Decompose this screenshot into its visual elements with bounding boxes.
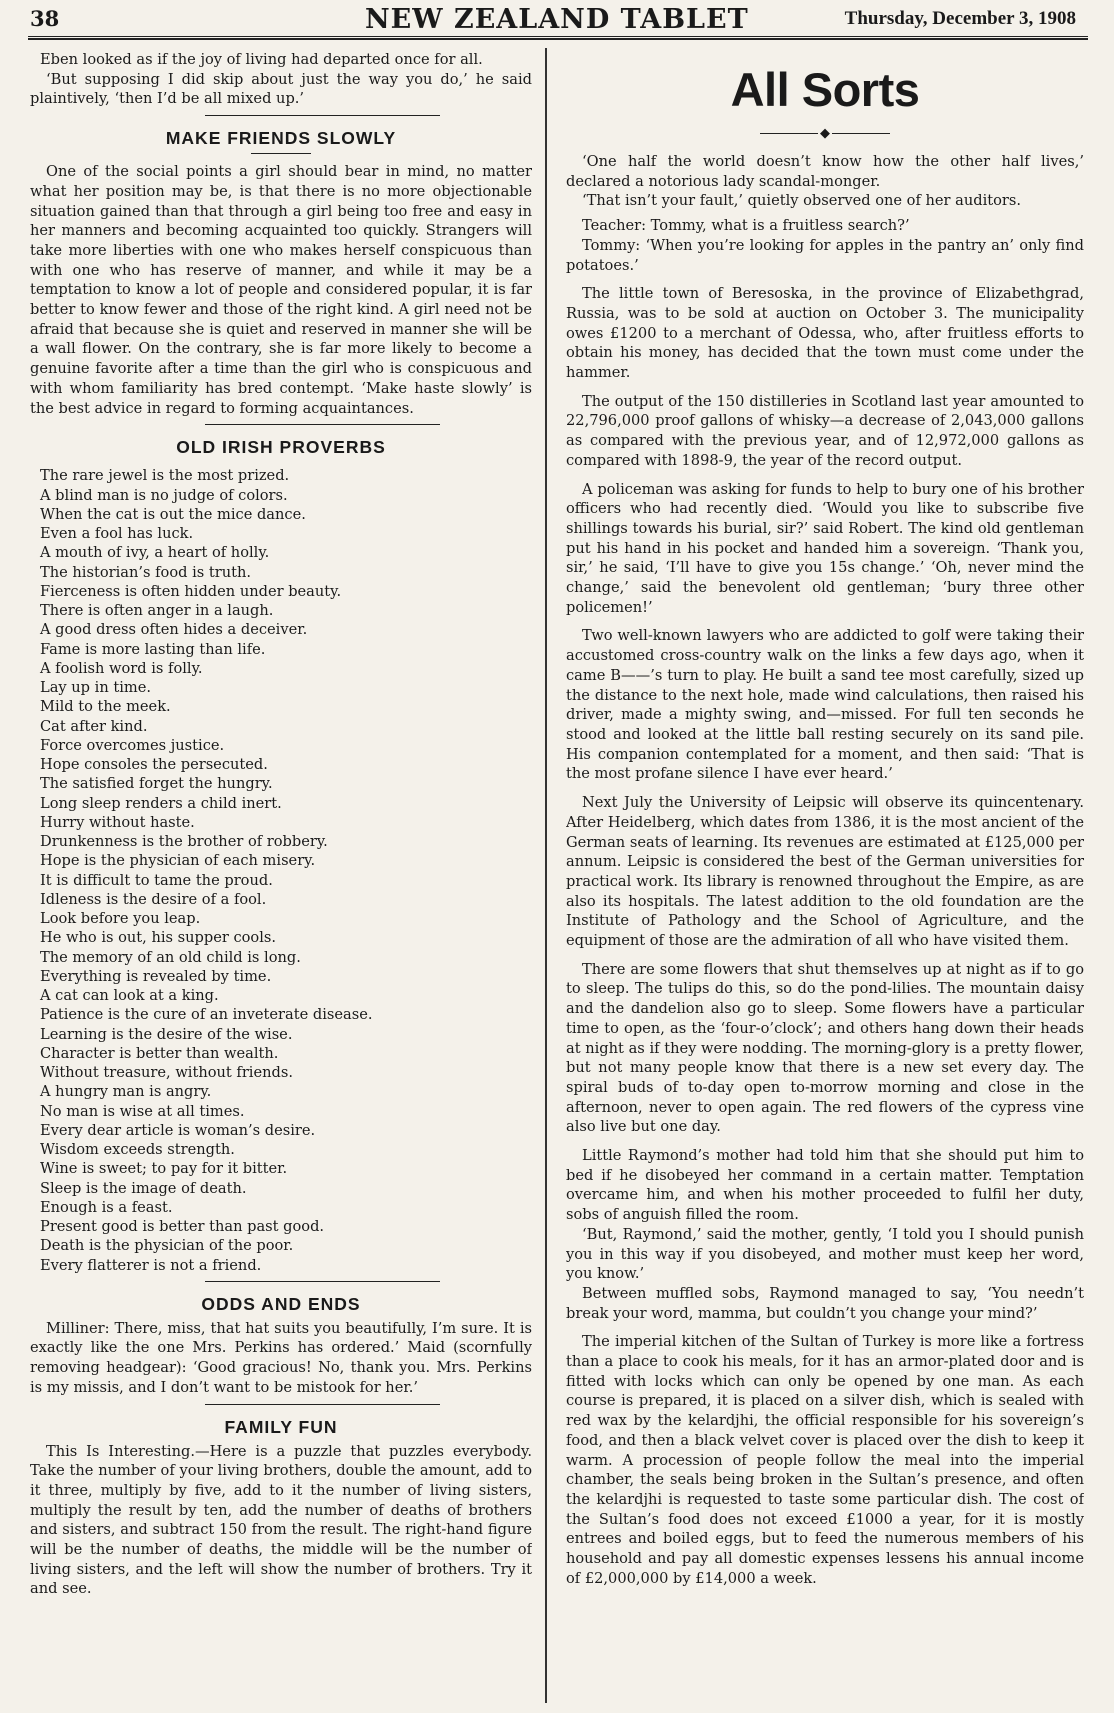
all-sorts-heading: All Sorts xyxy=(730,63,920,116)
family-fun-heading: FAMILY FUN xyxy=(224,1416,338,1437)
odds-ends-body: Milliner: There, miss, that hat suits you beautifully, I’m sure. It is exactly like the one Mrs. Perkins has ordered.’ Maid (scornfully removing headgear): ‘Good gracious! No, thank you. Mrs. Perkins is my missis, and I don’t want to be mistook for her.’ xyxy=(30,1319,532,1396)
all-sorts-paragraph: ‘That isn’t your fault,’ quietly observed one of her auditors. xyxy=(582,192,1022,210)
all-sorts-paragraph: The output of the 150 distilleries in Scotland last year amounted to 22,796,000 proof gallons of whisky—a decrease of 2,043,000 gallons as compared with the previous year, and of 12,972,000 gallons as compared with 1898-9, the year of the record output. xyxy=(566,392,1084,469)
proverb-item: A foolish word is folly. xyxy=(40,659,203,677)
intro-paragraph-2: ‘But supposing I did skip about just the way you do,’ he said plaintively, ‘then I’d be all mixed up.’ xyxy=(30,70,532,108)
ornament-rule xyxy=(566,123,1084,142)
all-sorts-paragraph: Between muffled sobs, Raymond managed to say, ‘You needn’t break your word, mamma, but couldn’t you change your mind?’ xyxy=(566,1284,1084,1322)
proverb-item: A mouth of ivy, a heart of holly. xyxy=(40,544,270,562)
proverb-item: Death is the physician of the poor. xyxy=(40,1237,294,1255)
proverb-item: The satisfied forget the hungry. xyxy=(40,775,273,793)
odds-ends-heading: ODDS AND ENDS xyxy=(201,1293,361,1314)
proverb-item: Hope consoles the persecuted. xyxy=(40,756,268,773)
proverb-item: There is often anger in a laugh. xyxy=(40,602,274,619)
proverb-item: Lay up in time. xyxy=(40,679,152,696)
proverb-item: Wine is sweet; to pay for it bitter. xyxy=(40,1160,288,1178)
proverb-item: A cat can look at a king. xyxy=(40,987,219,1004)
proverb-item: Fierceness is often hidden under beauty. xyxy=(40,582,342,600)
proverb-item: Hurry without haste. xyxy=(40,813,195,831)
proverb-item: Mild to the meek. xyxy=(40,698,171,716)
all-sorts-paragraph: Next July the University of Leipsic will observe its quincentenary. After Heidelberg, which dates from 1386, it is the most ancient of the German seats of learning. Its revenues are estimated at £125,000 per annum. Leipsic is considered the best of the German universities for practical work. Its library is renowned throughout the Empire, as are also its hospitals. The latest addition to the old foundation are the Institute of Pathology and the School of Agriculture, and the equipment of those are the admiration of all who have visited them. xyxy=(566,794,1084,950)
proverb-item: Even a fool has luck. xyxy=(40,525,194,542)
proverb-item: The memory of an old child is long. xyxy=(40,948,301,966)
proverb-item: Without treasure, without friends. xyxy=(40,1064,293,1081)
make-friends-heading: MAKE FRIENDS SLOWLY xyxy=(165,128,397,149)
proverb-item: Cat after kind. xyxy=(40,717,148,735)
section-rule xyxy=(205,1404,440,1405)
make-friends-body: One of the social points a girl should bear in mind, no matter what her position may be, is that there is no more objectionable situation gained than that through a girl being too free and easy in her manners and becoming acquainted too quickly. Strangers will take more liberties with one who makes herself conspicuous than with one who has reserve of manner, and while it may be a temptation to know a lot of people and considered popular, it is far better to know fewer and those of the right kind. A girl need not be afraid that because she is quiet and reserved in manner she will be a wall flower. On the contrary, she is far more likely to become a genuine favorite after a time than the girl who is conspicuous and with whom familiarity has bred contempt. ‘Make haste slowly’ is the best advice in regard to forming acquaintances. xyxy=(30,163,532,417)
proverb-item: Force overcomes justice. xyxy=(40,736,225,754)
all-sorts-paragraph: Little Raymond’s mother had told him that she should put him to bed if he disobeyed her command in a certain matter. Temptation overcame him, and when his mother proceeded to fulfil her duty, sobs of anguish filled the room. xyxy=(566,1147,1084,1224)
all-sorts-paragraphs xyxy=(566,152,1084,1589)
all-sorts-paragraph: There are some flowers that shut themselves up at night as if to go to sleep. The tulips do this, so do the pond-lilies. The mountain daisy and the dandelion also go to sleep. Some flowers have a particular time to open, as the ‘four-o’clock’; and others hang down their heads at night as if they were nodding. The morning-glory is a pretty flower, but not many people know that there is a new set every day. The spiral buds of to-day open to-morrow morning and close in the afternoon, never to open again. The red flowers of the cypress vine also live but one day. xyxy=(566,960,1084,1136)
proverb-item: Patience is the cure of an inveterate disease. xyxy=(40,1006,373,1024)
all-sorts-paragraph: The little town of Beresoska, in the province of Elizabethgrad, Russia, was to be sold at auction on October 3. The municipality owes £1200 to a merchant of Odessa, who, after fruitless efforts to obtain his money, has decided that the town must come under the hammer. xyxy=(566,285,1084,382)
proverb-item: Drunkenness is the brother of robbery. xyxy=(40,833,328,850)
proverb-item: Sleep is the image of death. xyxy=(40,1179,247,1197)
all-sorts-paragraph: The imperial kitchen of the Sultan of Turkey is more like a fortress than a place to cook his meals, for it has an armor-plated door and is fitted with locks which can only be opened by one man. As each course is prepared, it is placed on a silver dish, which is sealed with red wax by the kelardjhi, the official responsible for his sovereign’s food, and then a black velvet cover is placed over the dish to keep it warm. A procession of people follow the meal into the imperial chamber, the seals being broken in the Sultan’s presence, and often the kelardjhi is requested to taste some particular dish. The cost of the Sultan’s food does not exceed £1000 a year, for it is mostly entrees and boiled eggs, but to feed the numerous members of his household and pay all domestic expenses lessens his annual income of £2,000,000 by £14,000 a week. xyxy=(566,1333,1084,1587)
all-sorts-paragraph: Two well-known lawyers who are addicted to golf were taking their accustomed cross-country walk on the links a few days ago, when it came B——’s turn to play. He built a sand tee most carefully, sized up the distance to the next hole, made wind calculations, then raised his driver, made a mighty swing, and—missed. For full ten seconds he stood and looked at the little ball resting securely on its sand pile. His companion contemplated for a moment, and then said: ‘That is the most profane silence I have ever heard.’ xyxy=(566,627,1084,783)
section-rule xyxy=(205,115,440,116)
proverb-item: A blind man is no judge of colors. xyxy=(40,486,288,504)
section-rule xyxy=(205,424,440,425)
proverb-item: Every dear article is woman’s desire. xyxy=(40,1121,316,1139)
right-column xyxy=(566,50,1084,1703)
page-number: 38 xyxy=(30,6,60,31)
proverb-item: A hungry man is angry. xyxy=(40,1083,212,1101)
all-sorts-paragraph: A policeman was asking for funds to help to bury one of his brother officers who had recently died. ‘Would you like to subscribe five shillings towards his burial, sir?’ said Robert. The kind old gentleman put his hand in his pocket and handed him a sovereign. ‘Thank you, sir,’ he said, ‘I’ll have to give you 15s change.’ ‘Oh, never mind the change,’ said the benevolent old gentleman; ‘bury three other policemen!’ xyxy=(566,480,1084,616)
all-sorts-paragraph: ‘One half the world doesn’t know how the other half lives,’ declared a notorious lady scandal-monger. xyxy=(566,153,1084,190)
proverb-item: Character is better than wealth. xyxy=(40,1044,279,1062)
all-sorts-paragraph: Tommy: ‘When you’re looking for apples in the pantry an’ only find potatoes.’ xyxy=(566,236,1084,274)
proverb-item: Long sleep renders a child inert. xyxy=(40,794,282,812)
proverb-item: No man is wise at all times. xyxy=(40,1102,245,1120)
proverb-list xyxy=(40,466,532,1275)
proverb-item: Present good is better than past good. xyxy=(40,1218,325,1235)
proverb-item: Wisdom exceeds strength. xyxy=(40,1141,235,1158)
heading-rule xyxy=(251,153,311,154)
proverb-item: The historian’s food is truth. xyxy=(40,563,252,581)
diamond-ornament-icon: ◆ xyxy=(820,126,830,141)
family-fun-body: This Is Interesting.—Here is a puzzle that puzzles everybody. Take the number of your living brothers, double the amount, add to it three, multiply by five, add to it the number of living sisters, multiply the result by ten, add the number of deaths of brothers and sisters, and subtract 150 from the result. The right-hand figure will be the number of deaths, the middle will be the number of living sisters, and the left will show the number of brothers. Try it and see. xyxy=(30,1442,532,1598)
column-divider xyxy=(545,48,547,1703)
proverb-item: Learning is the desire of the wise. xyxy=(40,1025,293,1043)
proverb-item: Idleness is the desire of a fool. xyxy=(40,890,267,908)
irish-proverbs-heading: OLD IRISH PROVERBS xyxy=(176,437,386,458)
issue-date: Thursday, December 3, 1908 xyxy=(844,8,1076,29)
masthead-rule xyxy=(28,36,1088,40)
all-sorts-paragraph: ‘But, Raymond,’ said the mother, gently, ‘I told you I should punish you in this way if you disobeyed, and mother must keep her word, you know.’ xyxy=(566,1225,1084,1283)
proverb-item: Look before you leap. xyxy=(40,910,201,927)
proverb-item: Fame is more lasting than life. xyxy=(40,640,266,658)
publication-title: NEW ZEALAND TABLET xyxy=(365,4,749,35)
proverb-item: Hope is the physician of each misery. xyxy=(40,852,316,870)
proverb-item: Everything is revealed by time. xyxy=(40,967,272,985)
section-rule xyxy=(205,1281,440,1282)
proverb-item: When the cat is out the mice dance. xyxy=(40,505,306,523)
left-column xyxy=(30,50,532,1703)
proverb-item: The rare jewel is the most prized. xyxy=(40,467,290,485)
intro-paragraph-1: Eben looked as if the joy of living had departed once for all. xyxy=(40,51,483,68)
proverb-item: A good dress often hides a deceiver. xyxy=(40,621,308,639)
masthead xyxy=(0,6,1114,38)
proverb-item: Every flatterer is not a friend. xyxy=(40,1256,262,1274)
proverb-item: He who is out, his supper cools. xyxy=(40,929,277,947)
all-sorts-paragraph: Teacher: Tommy, what is a fruitless search?’ xyxy=(582,217,910,235)
proverb-item: It is difficult to tame the proud. xyxy=(40,871,273,889)
proverb-item: Enough is a feast. xyxy=(40,1198,173,1216)
